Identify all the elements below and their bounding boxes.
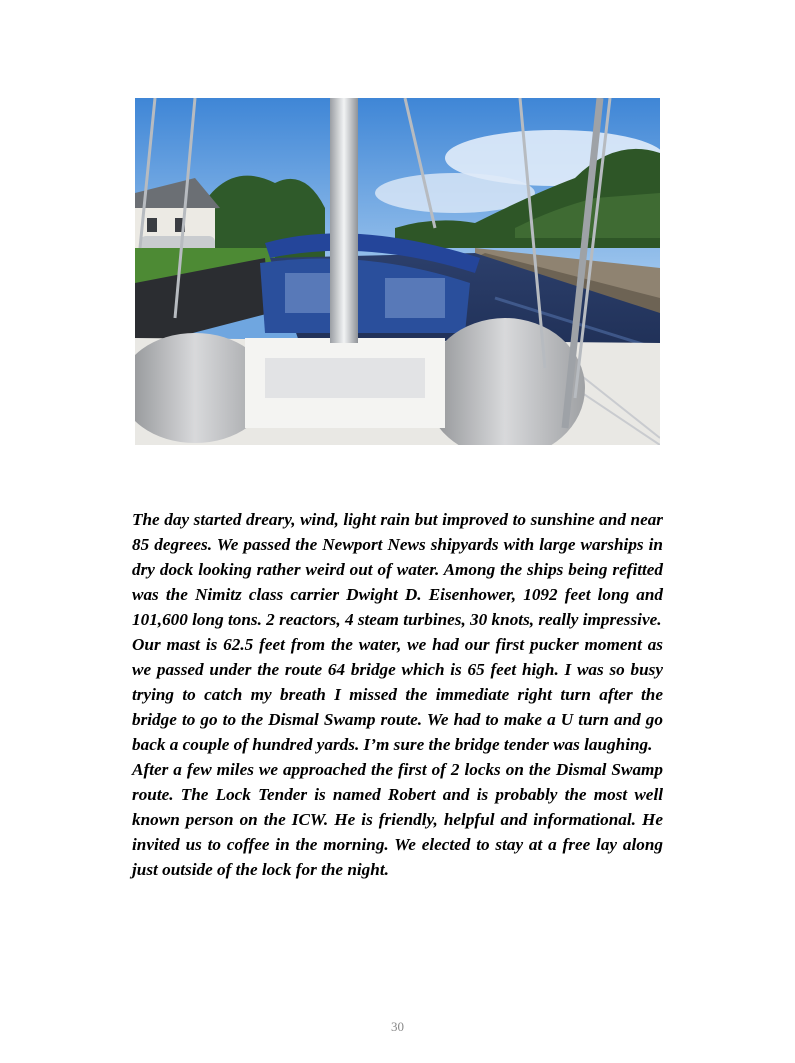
paragraph: Our mast is 62.5 feet from the water, we had our first pucker moment as we passed under the route 64 bridge which is 65 feet high. I was so busy trying to catch my breath I missed the immediate right turn after the bridge to go to the Dismal Swamp route. We had to make a U turn and go back a couple of hundred yards. I’m sure the bridge tender was laughing. [132, 635, 663, 754]
paragraph: After a few miles we approached the first of 2 locks on the Dismal Swamp route. The Lock Tender is named Robert and is probably the most well known person on the ICW. He is friendly, helpful and informational. He invited us to coffee in the morning. We elected to stay at a free lay along just outside of the lock for the night. [132, 760, 663, 879]
sailboat-lock-photo [135, 98, 660, 445]
body-text [132, 507, 663, 882]
paragraph: The day started dreary, wind, light rain but improved to sunshine and near 85 degrees. We passed the Newport News shipyards with large warships in dry dock looking rather weird out of water. Among the ships being refitted was the Nimitz class carrier Dwight D. Eisenhower, 1092 feet long and 101,600 long tons. 2 reactors, 4 steam turbines, 30 knots, really impressive. [132, 510, 663, 629]
page-number: 30 [391, 1019, 404, 1034]
